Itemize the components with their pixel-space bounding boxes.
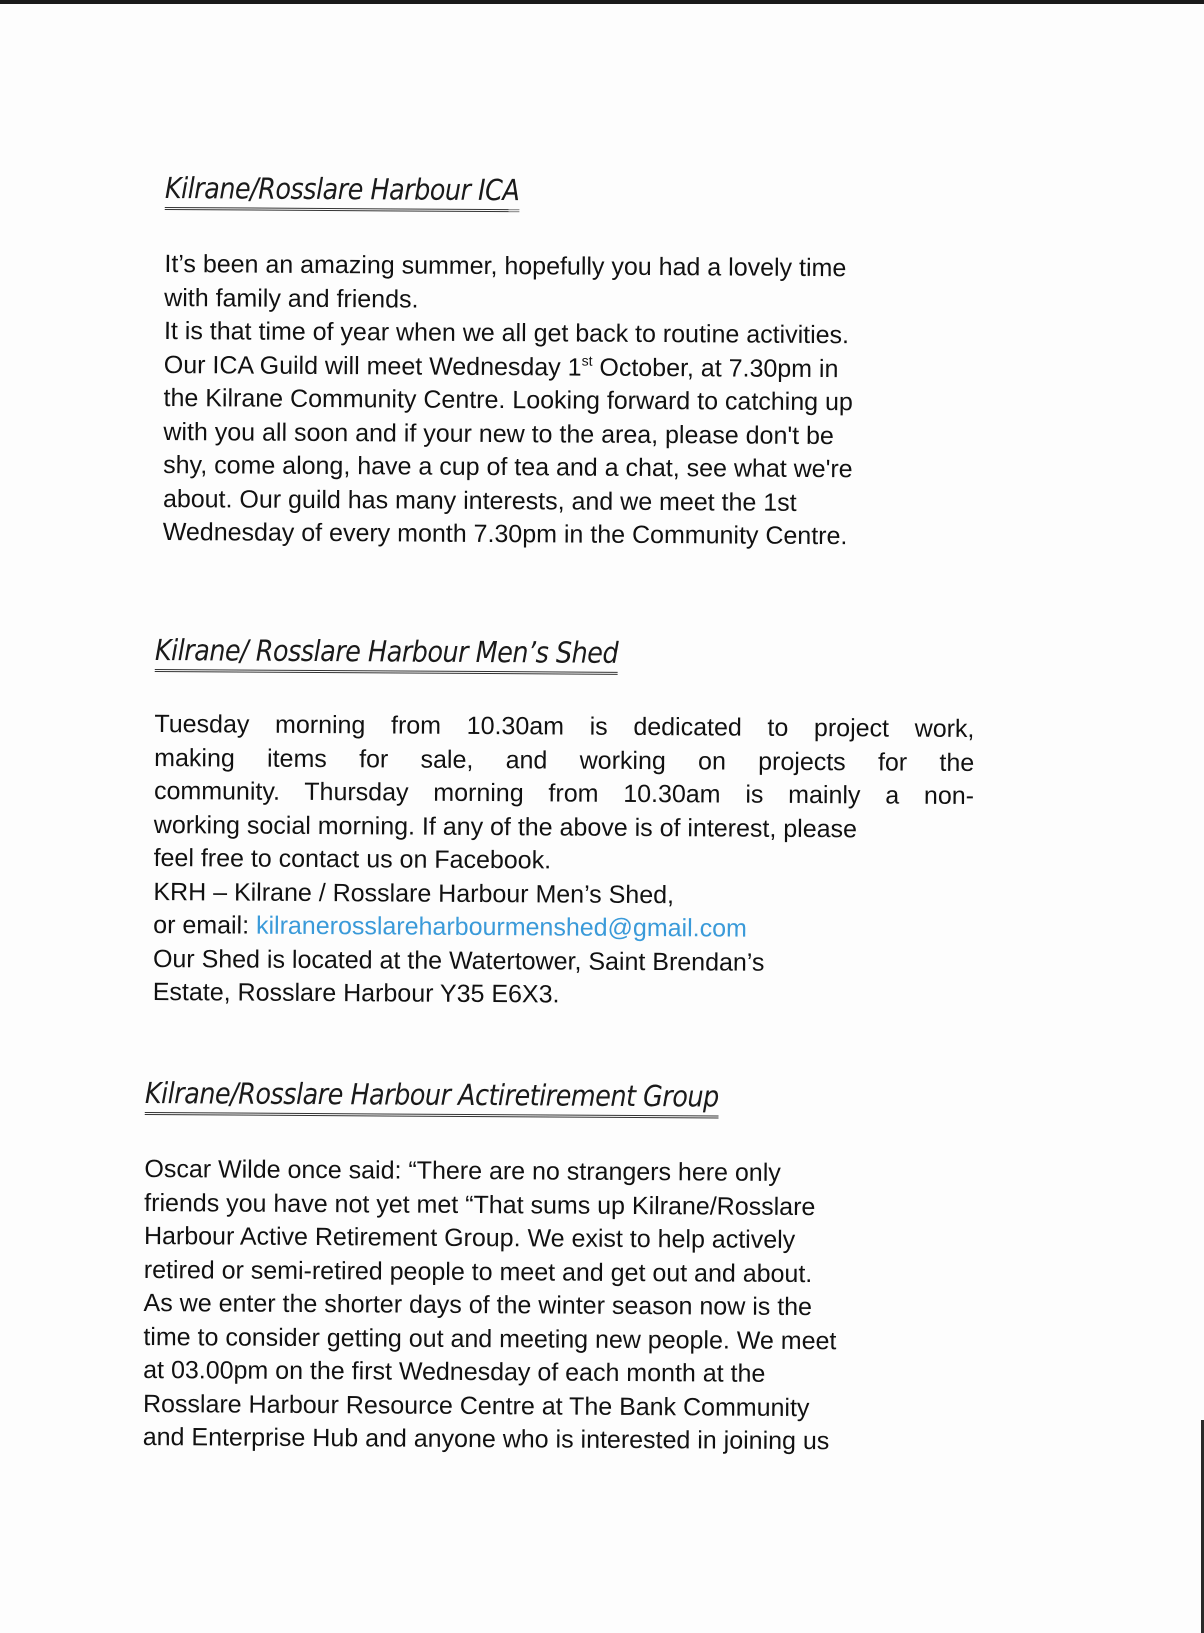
text-line: Tuesday morning from 10.30am is dedicated to project work, <box>154 709 975 744</box>
text-line: Wednesday of every month 7.30pm in the Community Centre. <box>162 517 848 551</box>
text-line: with you all soon and if your new to the area, please don't be <box>163 417 834 450</box>
text-line: Harbour Active Retirement Group. We exist to help actively <box>143 1221 796 1254</box>
text-line: making items for sale, and working on projects for the <box>154 743 975 777</box>
justified-block <box>154 708 975 814</box>
section-body-active-retirement <box>143 1153 838 1459</box>
text-line <box>164 348 854 386</box>
text-line: at 03.00pm on the first Wednesday of each month at the <box>143 1355 766 1388</box>
text-line: and Enterprise Hub and anyone who is interested in joining us <box>142 1422 830 1456</box>
text-line: retired or semi-retired people to meet and get out and about. <box>143 1255 813 1288</box>
text-line: It’s been an amazing summer, hopefully you had a lovely time <box>164 249 847 283</box>
text-line <box>153 909 973 948</box>
text-line: time to consider getting out and meeting new people. We meet <box>143 1322 837 1355</box>
text-line: with family and friends. <box>164 283 419 314</box>
text-fragment: Our ICA Guild will meet Wednesday 1 <box>163 350 582 382</box>
text-line: Rosslare Harbour Resource Centre at The Bank Community <box>142 1389 810 1422</box>
section-heading-mens-shed: Kilrane/ Rosslare Harbour Men’s Shed <box>155 632 618 675</box>
section-body-mens-shed <box>153 708 975 1015</box>
text-line: community. Thursday morning from 10.30am is mainly a non- <box>153 776 975 811</box>
section-ica <box>163 170 855 554</box>
text-line: As we enter the shorter days of the winter season now is the <box>143 1288 813 1322</box>
text-line: working social morning. If any of the above is of interest, please <box>153 810 858 843</box>
email-label: or email: <box>153 910 257 940</box>
text-line: the Kilrane Community Centre. Looking forward to catching up <box>163 383 853 417</box>
text-line: KRH – Kilrane / Rosslare Harbour Men’s Shed, <box>153 877 675 909</box>
text-line: shy, come along, have a cup of tea and a chat, see what we're <box>163 450 853 484</box>
section-heading-ica: Kilrane/Rosslare Harbour ICA <box>165 170 520 212</box>
ordinal-suffix: st <box>581 352 593 369</box>
text-line: It is that time of year when we all get back to routine activities. <box>163 316 850 350</box>
text-line: friends you have not yet met “That sums up Kilrane/Rosslare <box>144 1188 816 1221</box>
section-active-retirement <box>143 1075 838 1459</box>
section-body-ica <box>163 248 854 554</box>
text-fragment: October, at 7.30pm in <box>592 353 839 383</box>
text-line: Our Shed is located at the Watertower, Saint Brendan’s <box>152 944 765 977</box>
text-line: Estate, Rosslare Harbour Y35 E6X3. <box>152 977 560 1009</box>
text-line: feel free to contact us on Facebook. <box>153 843 552 875</box>
email-link[interactable]: kilranerosslareharbourmenshed@gmail.com <box>255 911 747 943</box>
section-mens-shed <box>153 632 975 1015</box>
section-heading-active-retirement: Kilrane/Rosslare Harbour Actiretirement Group <box>145 1075 719 1119</box>
text-line: Oscar Wilde once said: “There are no strangers here only <box>144 1154 781 1187</box>
text-line: about. Our guild has many interests, and we meet the 1st <box>162 484 797 517</box>
